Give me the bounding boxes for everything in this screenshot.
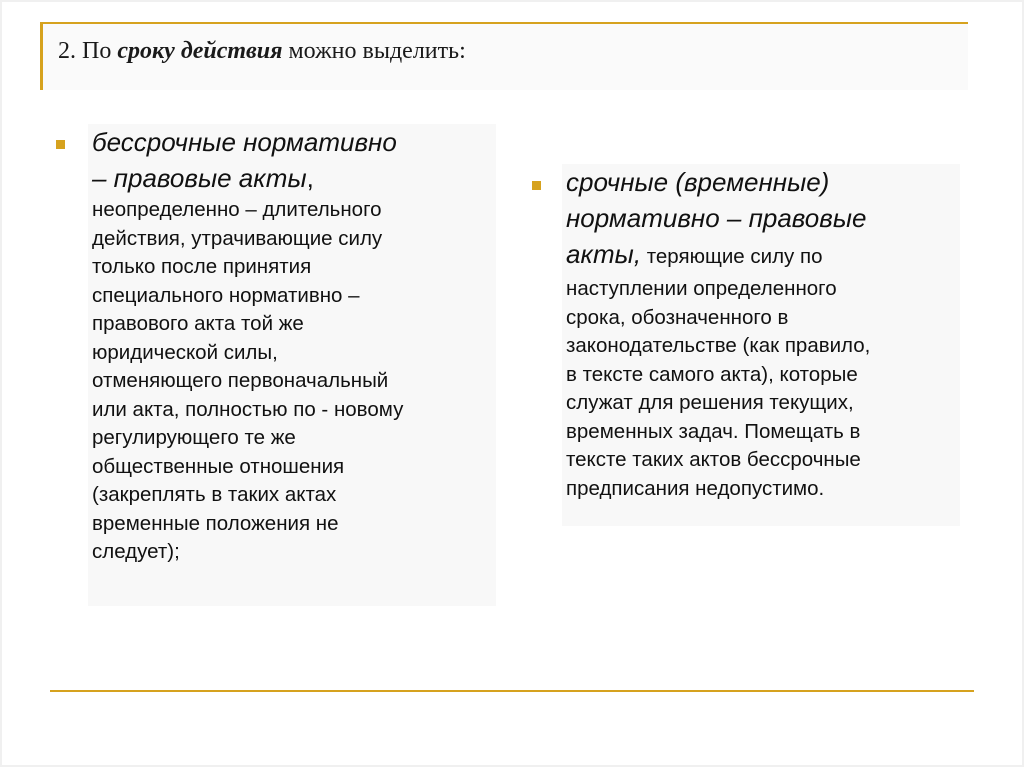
right-body-line: законодательстве (как правило, [566, 334, 871, 357]
right-body-line: срока, обозначенного в [566, 305, 789, 329]
left-body-line: временные положения не [92, 511, 339, 535]
left-body-line: следует); [92, 540, 180, 563]
right-lead-tail: теряющие силу по [641, 245, 823, 268]
left-body-line: или акта, полностью по - новому [92, 397, 404, 421]
left-body-line: отменяющего первоначальный [92, 369, 389, 392]
left-lead-line-2-text: – правовые акты [92, 163, 307, 193]
right-body-line: в тексте самого акта), которые [566, 362, 858, 386]
right-body-line: наступлении определенного [566, 277, 837, 300]
left-body-line: специального нормативно – [92, 283, 360, 307]
left-body-line: действия, утрачивающие силу [92, 226, 383, 250]
bottom-accent-line [50, 690, 974, 692]
slide-title [58, 38, 466, 65]
right-body-line: служат для решения текущих, [566, 391, 854, 414]
left-lead-line-2 [88, 160, 496, 196]
title-accent-horizontal-line [40, 22, 968, 24]
right-lead-line-1: срочные (временные) [566, 167, 830, 197]
left-body-line: общественные отношения [92, 454, 345, 478]
title-accent-vertical-line [40, 22, 43, 90]
right-bullet-item [562, 164, 960, 526]
title-emphasis: сроку действия [117, 38, 283, 64]
right-body-line: предписания недопустимо. [566, 476, 825, 500]
left-bullet-item [88, 124, 496, 606]
left-body-line: правового акта той же [92, 312, 304, 335]
left-body-line: юридической силы, [92, 340, 278, 364]
title-prefix: 2. По [58, 38, 118, 64]
left-body-line: только после принятия [92, 255, 312, 278]
right-lead-line-3-text: акты, [566, 239, 642, 269]
right-body-line: тексте таких актов бессрочные [566, 448, 861, 471]
right-body [562, 275, 960, 503]
right-lead-line-2: нормативно – правовые [566, 203, 867, 233]
right-lead-line-3 [562, 236, 960, 275]
title-suffix: можно выделить: [282, 38, 466, 64]
left-body [88, 196, 496, 567]
left-lead-comma: , [306, 163, 314, 193]
square-bullet-icon [532, 181, 541, 190]
left-body-line: (закреплять в таких актах [92, 483, 337, 506]
left-body-line: неопределенно – длительного [92, 198, 382, 221]
left-lead-line-1: бессрочные нормативно [92, 127, 397, 157]
left-body-line: регулирующего те же [92, 426, 296, 449]
right-body-line: временных задач. Помещать в [566, 419, 861, 443]
square-bullet-icon [56, 140, 65, 149]
